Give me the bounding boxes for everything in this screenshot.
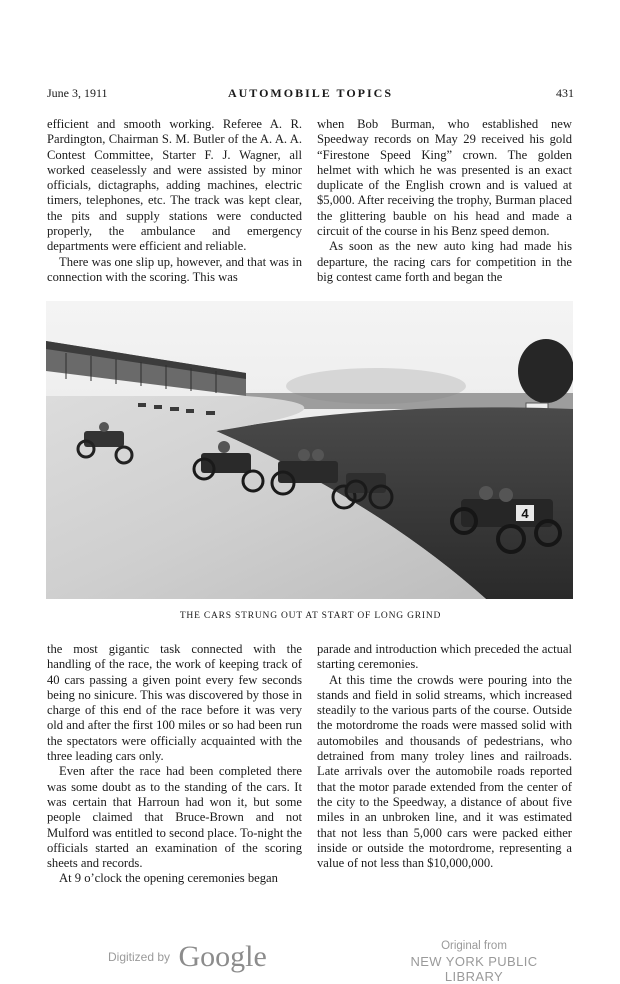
photo-caption: THE CARS STRUNG OUT AT START OF LONG GRIND xyxy=(179,611,442,621)
paragraph: At this time the crowds were pouring into the stands and field in solid streams, which increased steadily to the various parts of the course. Outside the motordrome the roads were massed solid with automobiles and thousands of pedestrians, who detrained from many troley lines and railroads. Late arrivals over the automobile roads reported that the motor parade extended from the center of the city to the Speedway, a distance of about five miles in an unbroken line, and it was estimated that not less than 5,000 cars were packed either inside or outside the motordrome, representing a value of not less than $10,000,000. xyxy=(317,672,572,871)
digitized-by-watermark xyxy=(108,940,267,974)
race-photograph xyxy=(46,301,573,599)
source-library-watermark xyxy=(384,940,564,984)
paragraph: efficient and smooth working. Referee A. R. Pardington, Chairman S. M. Butler of the A. A. A. Contest Committee, Starter F. J. Wagner, all worked ceaselessly and were assisted by minor officials, dictagraphs, adding machines, electric timers, telephones, etc. The track was kept clear, the pits and supply stations were conducted properly, the ambulance and emergency departments were efficient and reliable. xyxy=(47,117,302,254)
paragraph: There was one slip up, however, and that was in connection with the scoring. This was xyxy=(47,254,302,284)
paragraph: At 9 o’clock the opening ceremonies began xyxy=(59,871,278,886)
bottom-left-column xyxy=(47,642,302,887)
top-right-column xyxy=(317,117,572,285)
paragraph: parade and introduction which preceded the actual starting ceremonies. xyxy=(317,642,572,672)
paragraph: the most gigantic task connected with the handling of the race, the work of keeping track of 40 cars passing a given point every few seconds being no sinicure. This was discovered by those in charge of this end of the race before it was very old and after the first 100 miles or so had been run the spectators were officially acquainted with the three leading cars only. xyxy=(47,642,302,764)
page-number: 431 xyxy=(556,86,574,100)
paragraph: Even after the race had been completed there was some doubt as to the standing of the cars. It was certain that Harroun had won it, but some people claimed that Bruce-Brown and not Mulford was entitled to second place. To-night the officials started an examination of the scoring sheets and records. xyxy=(47,764,302,871)
page-header xyxy=(47,86,574,102)
paragraph: As soon as the new auto king had made his departure, the racing cars for competition in the big contest came forth and began the xyxy=(317,239,572,284)
original-from-label: Original from xyxy=(441,940,507,952)
top-left-column xyxy=(47,117,302,285)
google-logo: Google xyxy=(178,940,267,973)
car-number: 4 xyxy=(521,506,529,521)
journal-title: AUTOMOBILE TOPICS xyxy=(227,86,394,100)
library-name: NEW YORK PUBLIC LIBRARY xyxy=(410,954,538,984)
digitized-by-label: Digitized by xyxy=(108,950,171,964)
bottom-right-column xyxy=(317,642,572,871)
issue-date: June 3, 1911 xyxy=(47,86,108,100)
paragraph: when Bob Burman, who established new Speedway records on May 29 received his gold “Firestone Speed King” crown. The golden helmet with which he was presented is an exact duplicate of the English crown and is valued at $5,000. After receiving the trophy, Burman placed the glittering bauble on his head and made a circuit of the course in his Benz speed demon. xyxy=(317,117,572,239)
